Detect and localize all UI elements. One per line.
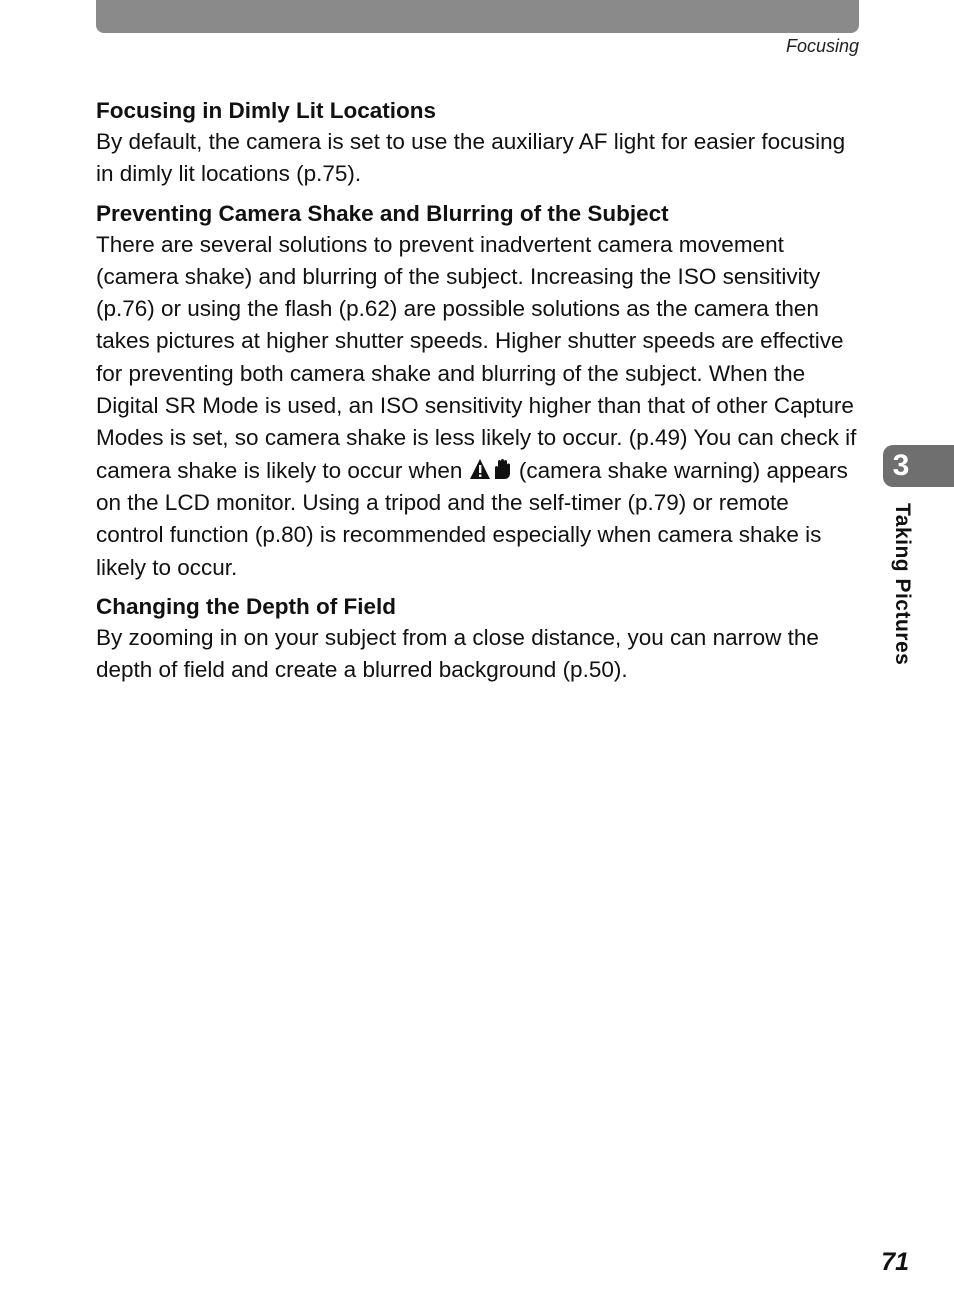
section-heading: Focusing in Dimly Lit Locations [96,98,437,123]
section-heading: Changing the Depth of Field [96,593,396,619]
section-camera-shake [96,199,862,584]
section-depth-of-field [96,592,862,687]
page-content [96,96,862,694]
section-body: By default, the camera is set to use the auxiliary AF light for easier focusing in dimly lit locations (p.75). [96,129,846,187]
body-text-part-2: (camera shake warning) appears on the LCD monitor. Using a tripod and the self-timer (p.79) or remote control function (p.80) is recommended especially when camera shake is likely to occur. [96,457,848,580]
section-body [96,229,862,584]
page-number: 71 [881,1248,909,1276]
body-text-part-1: There are several solutions to prevent inadvertent camera movement (camera shake) and blurring of the subject. Increasing the ISO sensitivity (p.76) or using the flash (p.62) are possible solutions as the camera then takes pictures at higher shutter speeds. Higher shutter speeds are effective for preventing both camera shake and blurring of the subject. When the Digital SR Mode is used, an ISO sensitivity higher than that of other Capture Modes is set, so camera shake is less likely to occur. (p.49) You can check if camera shake is likely to occur when [96,231,857,483]
chapter-number: 3 [892,449,910,482]
section-body: By zooming in on your subject from a close distance, you can narrow the depth of field and create a blurred background (p.50). [96,624,819,683]
camera-shake-warning-icon [469,457,513,479]
section-heading: Preventing Camera Shake and Blurring of the Subject [96,200,669,226]
chapter-tab [883,445,954,487]
chapter-title: Taking Pictures [891,503,914,666]
section-dimly-lit [96,96,862,191]
header-bar [96,0,859,33]
running-title: Focusing [785,36,859,56]
